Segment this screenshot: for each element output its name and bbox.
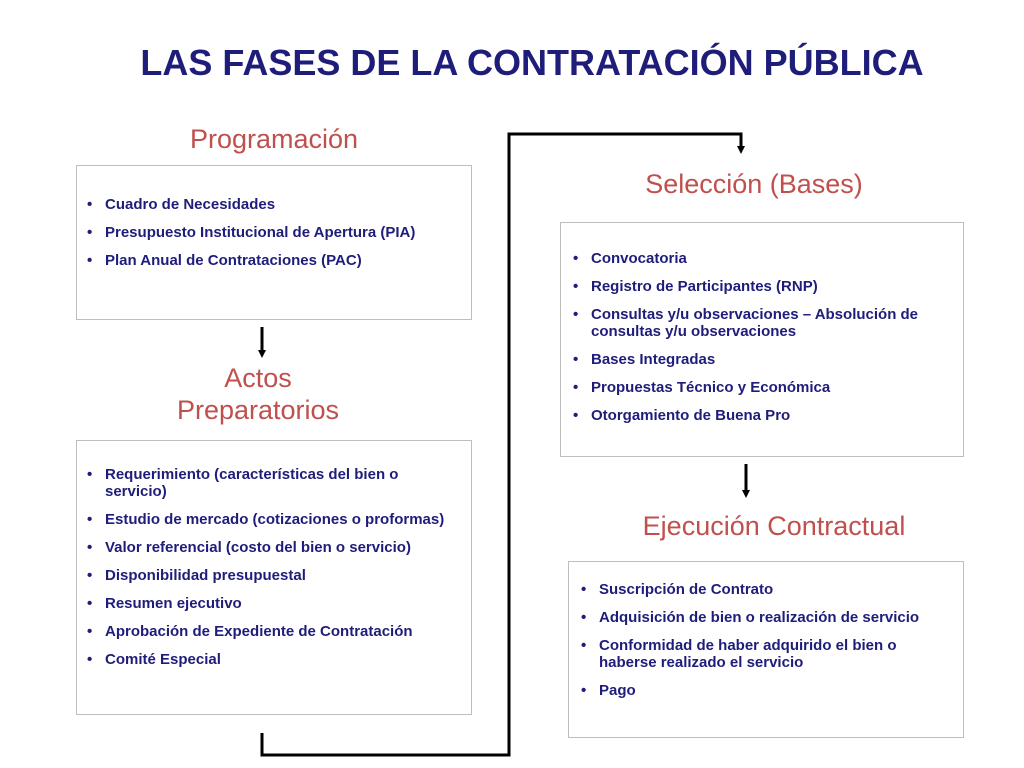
list-item: • Disponibilidad presupuestal xyxy=(87,567,461,584)
phase-title-line: Actos xyxy=(224,363,292,393)
list-item: • Otorgamiento de Buena Pro xyxy=(573,407,949,424)
list-item: • Comité Especial xyxy=(87,651,461,668)
connector-actos-to-seleccion xyxy=(262,134,741,755)
list-item: • Propuestas Técnico y Económica xyxy=(573,379,949,396)
phase-title-seleccion: Selección (Bases) xyxy=(645,169,863,199)
list-item: • Pago xyxy=(581,682,951,699)
phase-title-programacion: Programación xyxy=(189,124,359,154)
list-item: • Cuadro de Necesidades xyxy=(87,196,457,213)
phase-title-ejecucion: Ejecución Contractual xyxy=(642,511,906,541)
list-item: • Requerimiento (características del bien o servicio) xyxy=(87,466,461,500)
list-item: • Resumen ejecutivo xyxy=(87,595,461,612)
list-item: • Valor referencial (costo del bien o servicio) xyxy=(87,539,461,556)
list-item: • Aprobación de Expediente de Contratación xyxy=(87,623,461,640)
phase-title-line: Preparatorios xyxy=(176,395,340,425)
list-item: • Suscripción de Contrato xyxy=(581,581,951,598)
list-item: • Consultas y/u observaciones – Absolución de consultas y/u observaciones xyxy=(573,306,949,340)
list-item: • Presupuesto Institucional de Apertura (PIA) xyxy=(87,224,457,241)
list-item: • Convocatoria xyxy=(573,250,949,267)
list-item: • Conformidad de haber adquirido el bien o haberse realizado el servicio xyxy=(581,637,951,671)
list-item: • Bases Integradas xyxy=(573,351,949,368)
list-item: • Adquisición de bien o realización de servicio xyxy=(581,609,951,626)
list-item: • Registro de Participantes (RNP) xyxy=(573,278,949,295)
page-title: LAS FASES DE LA CONTRATACIÓN PÚBLICA xyxy=(140,42,924,83)
list-item: • Estudio de mercado (cotizaciones o proformas) xyxy=(87,511,461,528)
list-item: • Plan Anual de Contrataciones (PAC) xyxy=(87,252,457,269)
